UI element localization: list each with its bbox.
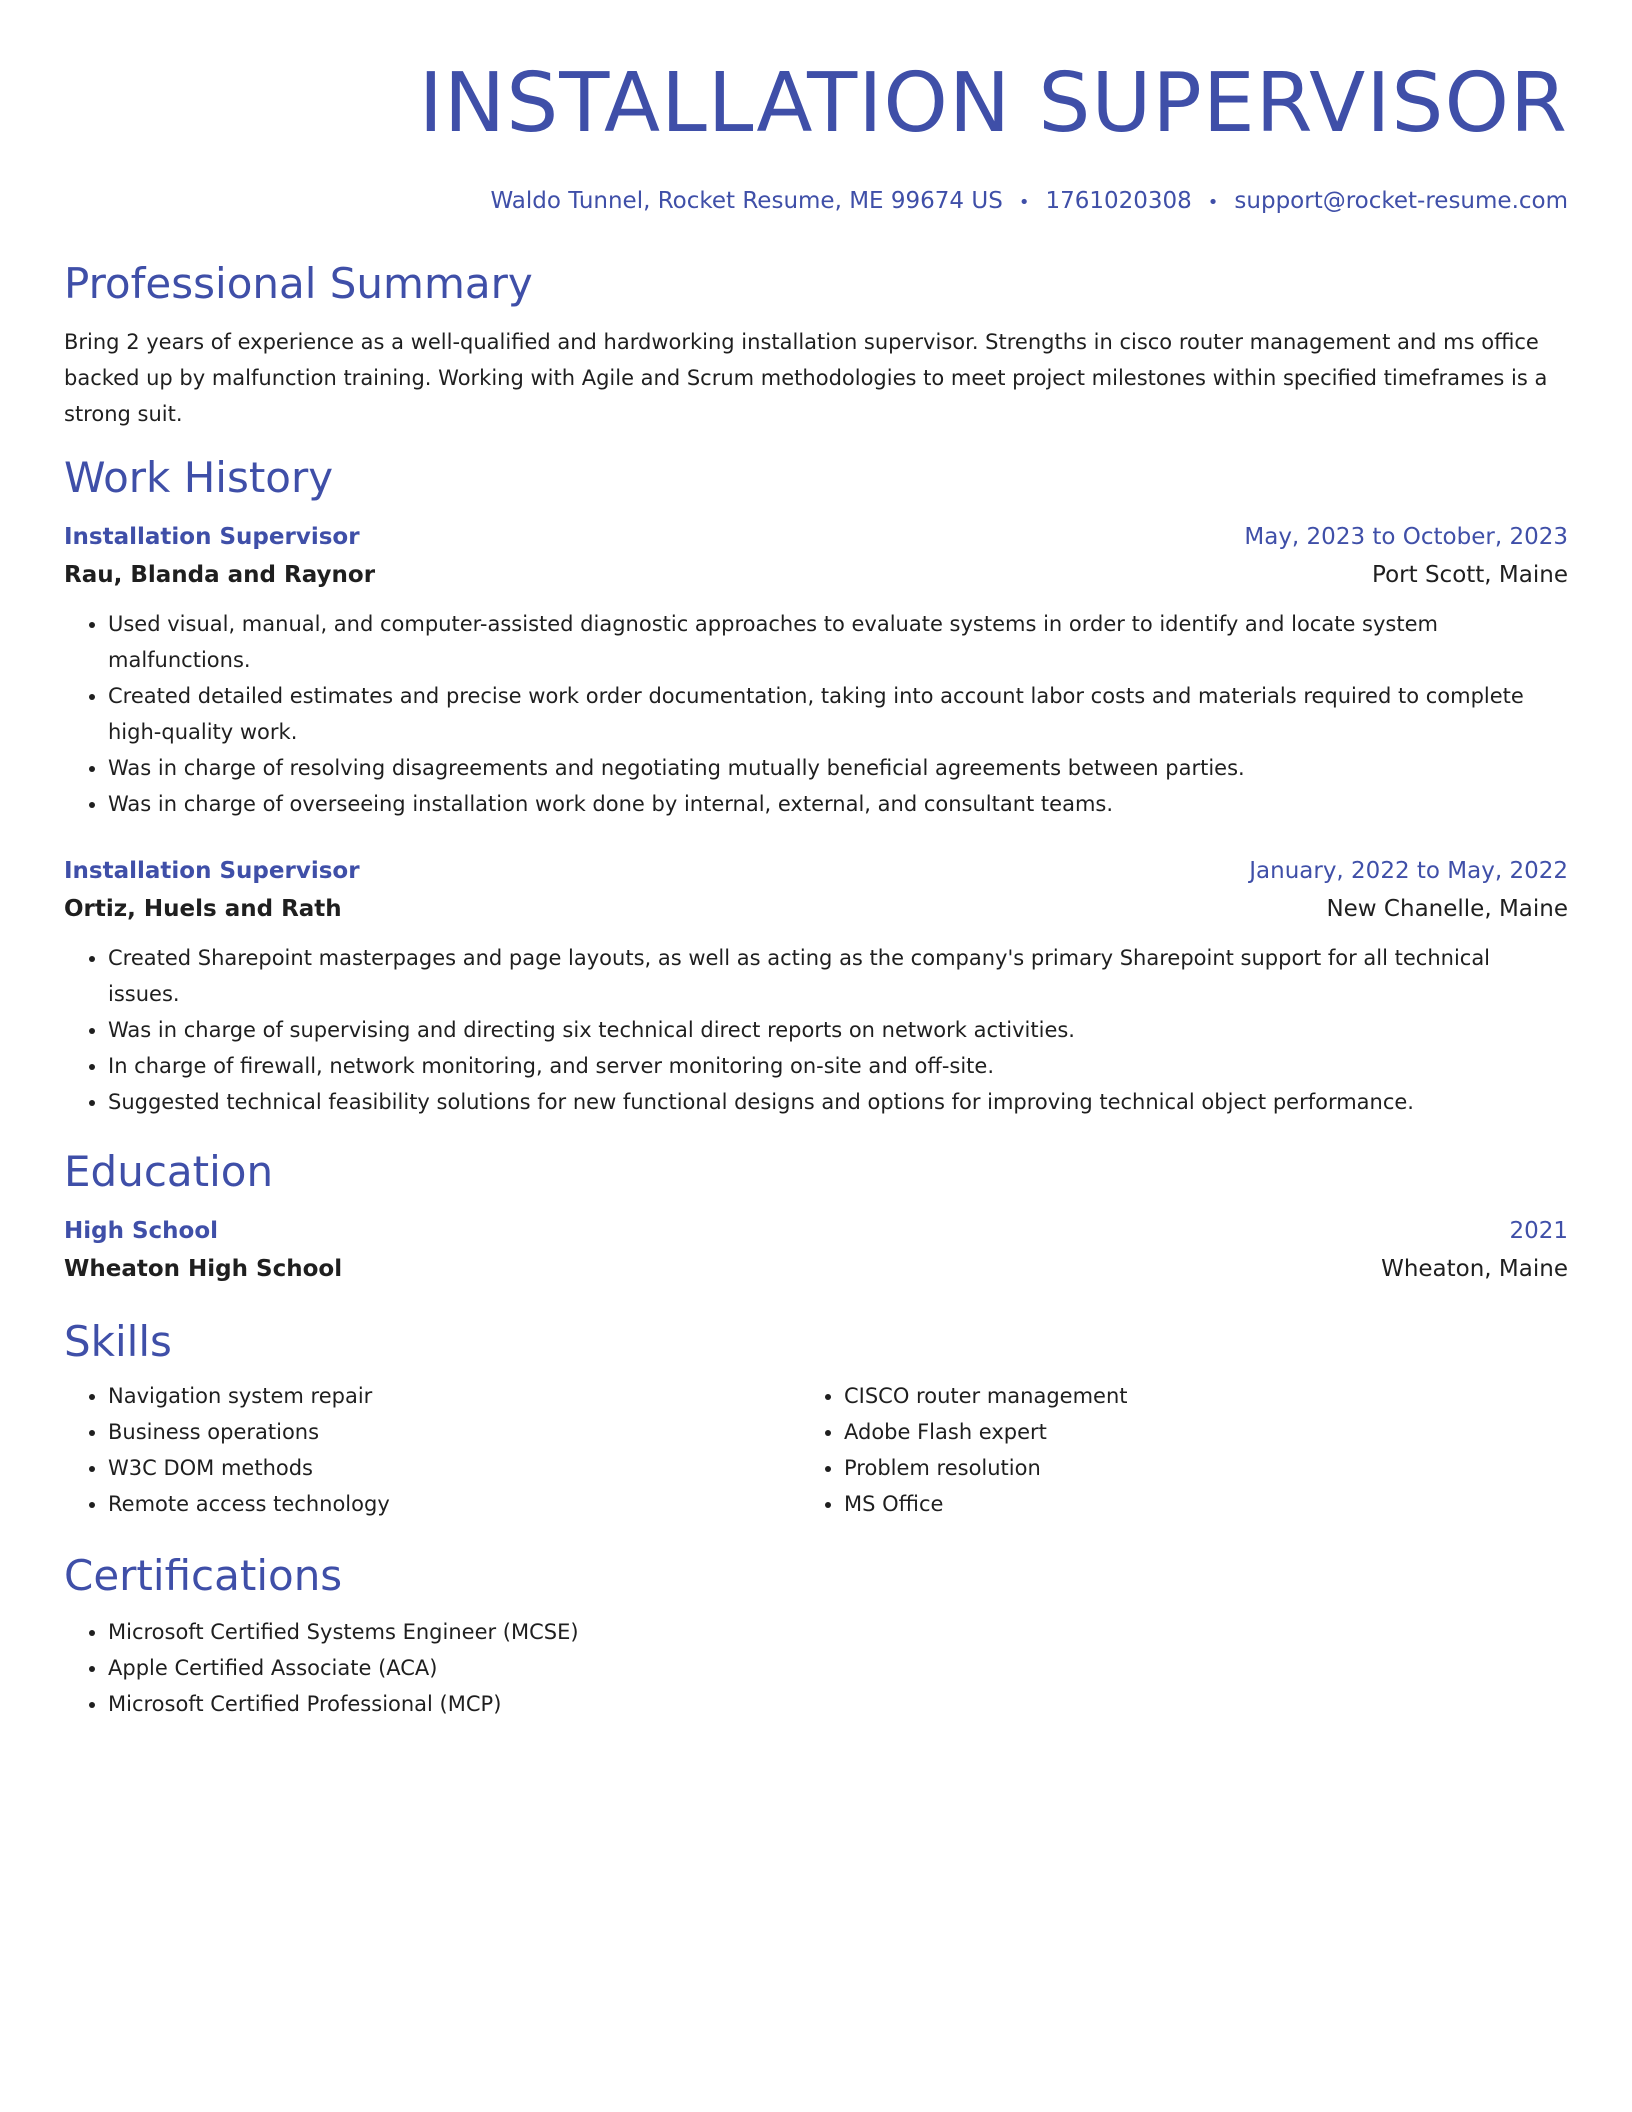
- contact-separator: •: [1207, 192, 1219, 213]
- job-bullets: [64, 940, 1568, 1120]
- candidate-name: INSTALLATION SUPERVISOR: [418, 56, 1568, 151]
- contact-address: Waldo Tunnel, Rocket Resume, ME 99674 US: [490, 188, 1003, 214]
- section-title-certifications: Certifications: [64, 1551, 343, 1600]
- skill-item: • W3C DOM methods: [108, 1450, 800, 1486]
- skill-item: • Business operations: [108, 1414, 800, 1450]
- job-bullet: • Used visual, manual, and computer-assisted diagnostic approaches to evaluate systems in order to identify and locate system malfunctions.: [108, 606, 1568, 678]
- job-bullet: • Was in charge of resolving disagreements and negotiating mutually beneficial agreements between parties.: [108, 750, 1568, 786]
- certifications-list: [64, 1614, 1568, 1722]
- job-entry: [64, 518, 1568, 822]
- job-bullet: • Suggested technical feasibility solutions for new functional designs and options for improving technical object performance.: [108, 1084, 1568, 1120]
- skill-item: • Adobe Flash expert: [844, 1414, 1536, 1450]
- section-title-summary: Professional Summary: [64, 259, 533, 308]
- education-school: Wheaton High School: [64, 1256, 343, 1282]
- certification-item: • Apple Certified Associate (ACA): [108, 1650, 1568, 1686]
- education-degree: High School: [64, 1218, 219, 1244]
- section-title-education: Education: [64, 1147, 274, 1196]
- job-company: Ortiz, Huels and Rath: [64, 896, 342, 922]
- education-year: 2021: [1509, 1218, 1568, 1244]
- skill-item: • Remote access technology: [108, 1486, 800, 1522]
- job-role: Installation Supervisor: [64, 858, 360, 884]
- skill-item: • CISCO router management: [844, 1378, 1536, 1414]
- job-bullets: [64, 606, 1568, 822]
- education-location: Wheaton, Maine: [1381, 1256, 1568, 1282]
- resume-page: [64, 0, 1568, 1722]
- education-entry: [64, 1212, 1568, 1288]
- job-location: Port Scott, Maine: [1372, 562, 1568, 588]
- skill-item: • Problem resolution: [844, 1450, 1536, 1486]
- job-dates: January, 2022 to May, 2022: [1249, 858, 1568, 884]
- certification-item: • Microsoft Certified Systems Engineer (MCSE): [108, 1614, 1568, 1650]
- job-bullet: • Created detailed estimates and precise work order documentation, taking into account labor costs and materials required to complete high-quality work.: [108, 678, 1568, 750]
- contact-phone: 1761020308: [1045, 188, 1192, 214]
- job-bullet: • In charge of firewall, network monitoring, and server monitoring on-site and off-site.: [108, 1048, 1568, 1084]
- section-title-work-history: Work History: [64, 453, 334, 502]
- skill-item: • MS Office: [844, 1486, 1536, 1522]
- job-entry: [64, 852, 1568, 1120]
- skill-item: • Navigation system repair: [108, 1378, 800, 1414]
- job-dates: May, 2023 to October, 2023: [1244, 524, 1568, 550]
- section-title-skills: Skills: [64, 1317, 172, 1366]
- skills-list-left: [64, 1378, 800, 1522]
- certification-item: • Microsoft Certified Professional (MCP): [108, 1686, 1568, 1722]
- job-company: Rau, Blanda and Raynor: [64, 562, 376, 588]
- summary-text: Bring 2 years of experience as a well-qualified and hardworking installation supervisor. Strengths in cisco router management and ms office backed up by malfunction training. Working with Agile and Scrum methodologies to meet project milestones within specified timeframes is a strong suit.: [64, 330, 1548, 426]
- contact-email[interactable]: support@rocket-resume.com: [1234, 188, 1568, 214]
- job-location: New Chanelle, Maine: [1326, 896, 1568, 922]
- job-bullet: • Was in charge of supervising and directing six technical direct reports on network activities.: [108, 1012, 1568, 1048]
- contact-line: [64, 186, 1568, 218]
- job-role: Installation Supervisor: [64, 524, 360, 550]
- skills-grid: [64, 1378, 1568, 1522]
- contact-separator: •: [1018, 192, 1030, 213]
- skills-list-right: [800, 1378, 1536, 1522]
- job-bullet: • Created Sharepoint masterpages and page layouts, as well as acting as the company's primary Sharepoint support for all technical issues.: [108, 940, 1568, 1012]
- job-bullet: • Was in charge of overseeing installation work done by internal, external, and consultant teams.: [108, 786, 1568, 822]
